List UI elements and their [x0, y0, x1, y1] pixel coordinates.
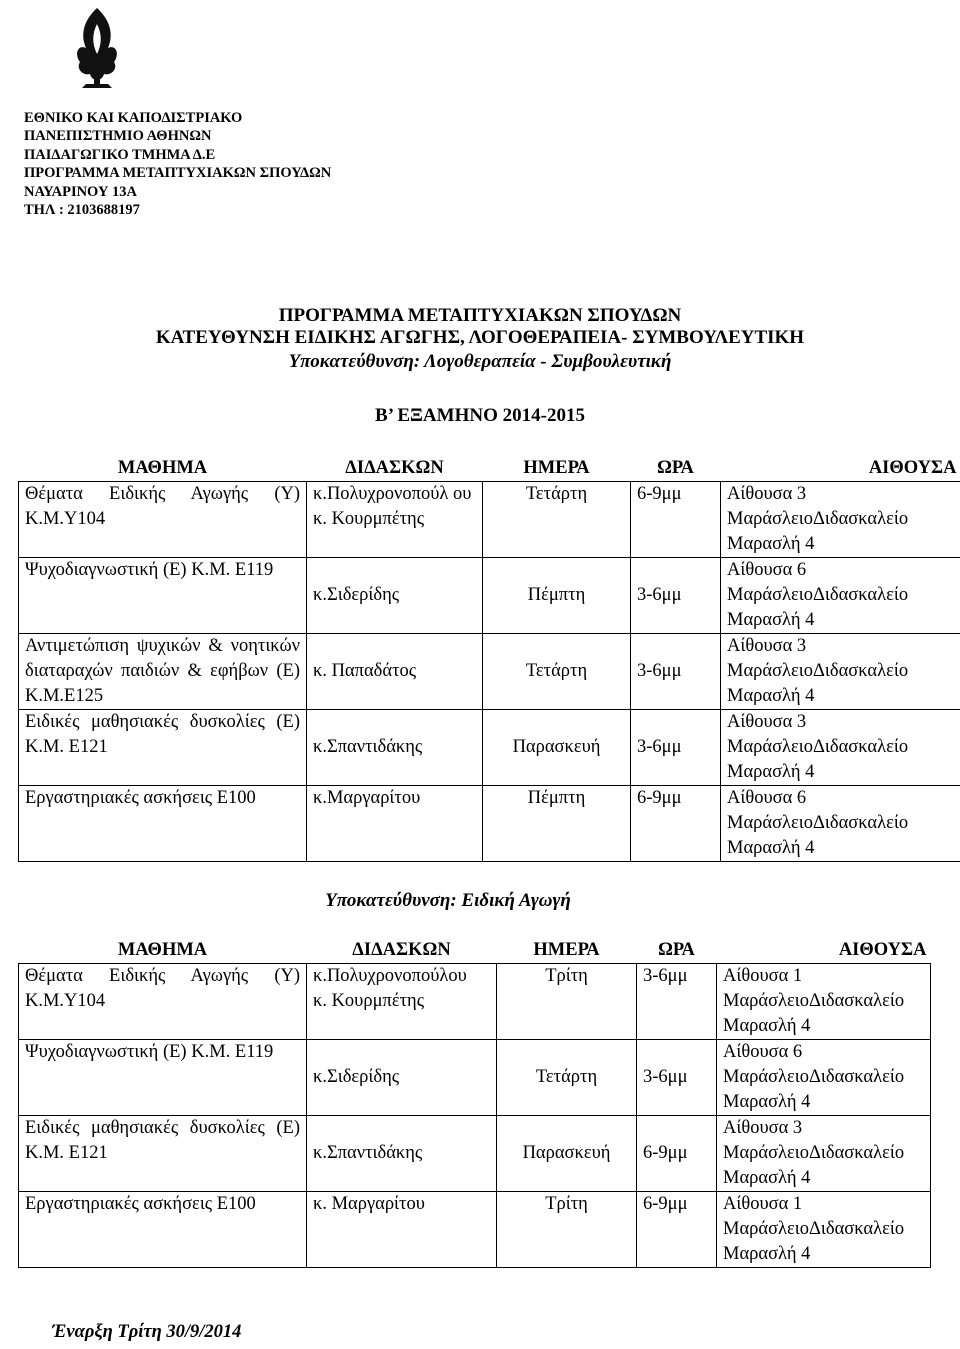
header-line: ΤΗΛ : 2103688197 — [24, 202, 140, 219]
room-cell — [721, 786, 960, 862]
schedule-table-1 — [18, 456, 960, 862]
room-cell — [721, 634, 960, 710]
room-label: Αίθουσα 6 — [727, 560, 807, 580]
table-row — [19, 1116, 931, 1192]
course-cell: Ψυχοδιαγνωστική (Ε) Κ.Μ. Ε119 — [19, 1040, 307, 1116]
course-cell: Αντιμετώπιση ψυχικών & νοητικών διαταραχών παιδιών & εφήβων (Ε) Κ.Μ.Ε125 — [19, 634, 307, 710]
time-cell: 6-9μμ — [631, 482, 721, 558]
table-header-row — [19, 938, 931, 964]
room-cell — [717, 964, 931, 1040]
teacher-cell: κ.Σιδερίδης — [307, 558, 483, 634]
start-date-note: Έναρξη Τρίτη 30/9/2014 — [52, 1322, 242, 1342]
room-label: Αίθουσα 3 — [723, 1118, 803, 1138]
course-cell: Εργαστηριακές ασκήσεις Ε100 — [19, 1192, 307, 1268]
table-row — [19, 1040, 931, 1116]
table-header-row — [19, 456, 960, 482]
teacher-cell: κ.Σιδερίδης — [307, 1040, 497, 1116]
col-header-course: ΜΑΘΗΜΑ — [19, 938, 307, 964]
table-row — [19, 634, 960, 710]
day-cell: Τετάρτη — [483, 634, 631, 710]
col-header-day: ΗΜΕΡΑ — [497, 938, 637, 964]
course-cell: Ψυχοδιαγνωστική (Ε) Κ.Μ. Ε119 — [19, 558, 307, 634]
room-label: Αίθουσα 3 — [727, 712, 807, 732]
col-header-day: ΗΜΕΡΑ — [483, 456, 631, 482]
program-title — [0, 305, 960, 349]
time-cell: 6-9μμ — [637, 1116, 717, 1192]
address-label: Μαρασλή 4 — [727, 762, 815, 782]
teacher-cell: κ. Μαργαρίτου — [307, 1192, 497, 1268]
room-label: Αίθουσα 3 — [727, 636, 807, 656]
header-line: ΠΑΙΔΑΓΩΓΙΚΟ ΤΜΗΜΑ Δ.Ε — [24, 146, 216, 163]
table-row — [19, 786, 960, 862]
header-line: ΝΑΥΑΡΙΝΟΥ 13Α — [24, 183, 138, 200]
building-label: ΜαράσλειοΔιδασκαλείο — [723, 1067, 905, 1087]
schedule-table-2 — [18, 938, 931, 1268]
room-label: Αίθουσα 6 — [723, 1042, 803, 1062]
time-cell: 3-6μμ — [631, 558, 721, 634]
room-cell — [721, 558, 960, 634]
time-cell: 6-9μμ — [637, 1192, 717, 1268]
building-label: ΜαράσλειοΔιδασκαλείο — [727, 737, 909, 757]
building-label: ΜαράσλειοΔιδασκαλείο — [723, 1143, 905, 1163]
room-cell — [717, 1192, 931, 1268]
col-header-teacher: ΔΙΔΑΣΚΩΝ — [307, 456, 483, 482]
time-cell: 6-9μμ — [631, 786, 721, 862]
day-cell: Τετάρτη — [497, 1040, 637, 1116]
course-cell: Θέματα Ειδικής Αγωγής (Υ) Κ.Μ.Υ104 — [19, 964, 307, 1040]
table-row — [19, 482, 960, 558]
time-cell: 3-6μμ — [637, 964, 717, 1040]
table-row — [19, 710, 960, 786]
course-cell: Θέματα Ειδικής Αγωγής (Υ) Κ.Μ.Υ104 — [19, 482, 307, 558]
course-cell: Ειδικές μαθησιακές δυσκολίες (Ε) Κ.Μ. Ε121 — [19, 1116, 307, 1192]
day-cell: Τετάρτη — [483, 482, 631, 558]
room-cell — [721, 710, 960, 786]
room-cell — [721, 482, 960, 558]
room-cell — [717, 1116, 931, 1192]
address-label: Μαρασλή 4 — [723, 1092, 811, 1112]
building-label: ΜαράσλειοΔιδασκαλείο — [727, 509, 909, 529]
address-label: Μαρασλή 4 — [723, 1244, 811, 1264]
teacher-cell: κ.Πολυχρονοπούλου κ. Κουρμπέτης — [307, 964, 497, 1040]
table-row — [19, 964, 931, 1040]
title-line: ΠΡΟΓΡΑΜΜΑ ΜΕΤΑΠΤΥΧΙΑΚΩΝ ΣΠΟΥΔΩΝ — [278, 305, 682, 326]
semester-title: Β’ ΕΞΑΜΗΝΟ 2014-2015 — [375, 405, 585, 426]
col-header-time: ΩΡΑ — [631, 456, 721, 482]
teacher-cell: κ. Παπαδάτος — [307, 634, 483, 710]
subdirection-title-1: Υποκατεύθυνση: Λογοθεραπεία - Συμβουλευτική — [288, 351, 672, 372]
teacher-cell: κ.Σπαντιδάκης — [307, 710, 483, 786]
header-line: ΠΑΝΕΠΙΣΤΗΜΙΟ ΑΘΗΝΩΝ — [24, 128, 212, 145]
address-label: Μαρασλή 4 — [727, 838, 815, 858]
teacher-cell: κ.Μαργαρίτου — [307, 786, 483, 862]
day-cell: Παρασκευή — [497, 1116, 637, 1192]
header-line: ΠΡΟΓΡΑΜΜΑ ΜΕΤΑΠΤΥΧΙΑΚΩΝ ΣΠΟΥΔΩΝ — [24, 165, 332, 182]
col-header-time: ΩΡΑ — [637, 938, 717, 964]
building-label: ΜαράσλειοΔιδασκαλείο — [723, 991, 905, 1011]
room-label: Αίθουσα 1 — [723, 1194, 803, 1214]
university-logo — [64, 4, 130, 92]
table-row — [19, 1192, 931, 1268]
course-cell: Εργαστηριακές ασκήσεις Ε100 — [19, 786, 307, 862]
building-label: ΜαράσλειοΔιδασκαλείο — [723, 1219, 905, 1239]
day-cell: Τρίτη — [497, 1192, 637, 1268]
address-label: Μαρασλή 4 — [727, 686, 815, 706]
col-header-teacher: ΔΙΔΑΣΚΩΝ — [307, 938, 497, 964]
title-line: ΚΑΤΕΥΘΥΝΣΗ ΕΙΔΙΚΗΣ ΑΓΩΓΗΣ, ΛΟΓΟΘΕΡΑΠΕΙΑ- ΣΥΜΒΟΥΛΕΥΤΙΚΗ — [155, 327, 805, 348]
header-line: ΕΘΝΙΚΟ ΚΑΙ ΚΑΠΟΔΙΣΤΡΙΑΚΟ — [24, 110, 243, 126]
teacher-cell: κ.Πολυχρονοπούλ ου κ. Κουρμπέτης — [307, 482, 483, 558]
room-cell — [717, 1040, 931, 1116]
course-cell: Ειδικές μαθησιακές δυσκολίες (Ε) Κ.Μ. Ε121 — [19, 710, 307, 786]
time-cell: 3-6μμ — [637, 1040, 717, 1116]
subdirection-title-2: Υποκατεύθυνση: Ειδική Αγωγή — [325, 890, 571, 911]
teacher-cell: κ.Σπαντιδάκης — [307, 1116, 497, 1192]
day-cell: Παρασκευή — [483, 710, 631, 786]
room-label: Αίθουσα 1 — [723, 966, 803, 986]
col-header-course: ΜΑΘΗΜΑ — [19, 456, 307, 482]
institution-header — [24, 109, 331, 219]
day-cell: Πέμπτη — [483, 786, 631, 862]
col-header-room: ΑΙΘΟΥΣΑ — [721, 456, 960, 482]
building-label: ΜαράσλειοΔιδασκαλείο — [727, 585, 909, 605]
time-cell: 3-6μμ — [631, 634, 721, 710]
address-label: Μαρασλή 4 — [723, 1016, 811, 1036]
time-cell: 3-6μμ — [631, 710, 721, 786]
address-label: Μαρασλή 4 — [723, 1168, 811, 1188]
day-cell: Τρίτη — [497, 964, 637, 1040]
address-label: Μαρασλή 4 — [727, 610, 815, 630]
building-label: ΜαράσλειοΔιδασκαλείο — [727, 813, 909, 833]
address-label: Μαρασλή 4 — [727, 534, 815, 554]
room-label: Αίθουσα 6 — [727, 788, 807, 808]
building-label: ΜαράσλειοΔιδασκαλείο — [727, 661, 909, 681]
col-header-room: ΑΙΘΟΥΣΑ — [717, 938, 931, 964]
room-label: Αίθουσα 3 — [727, 484, 807, 504]
day-cell: Πέμπτη — [483, 558, 631, 634]
table-row — [19, 558, 960, 634]
